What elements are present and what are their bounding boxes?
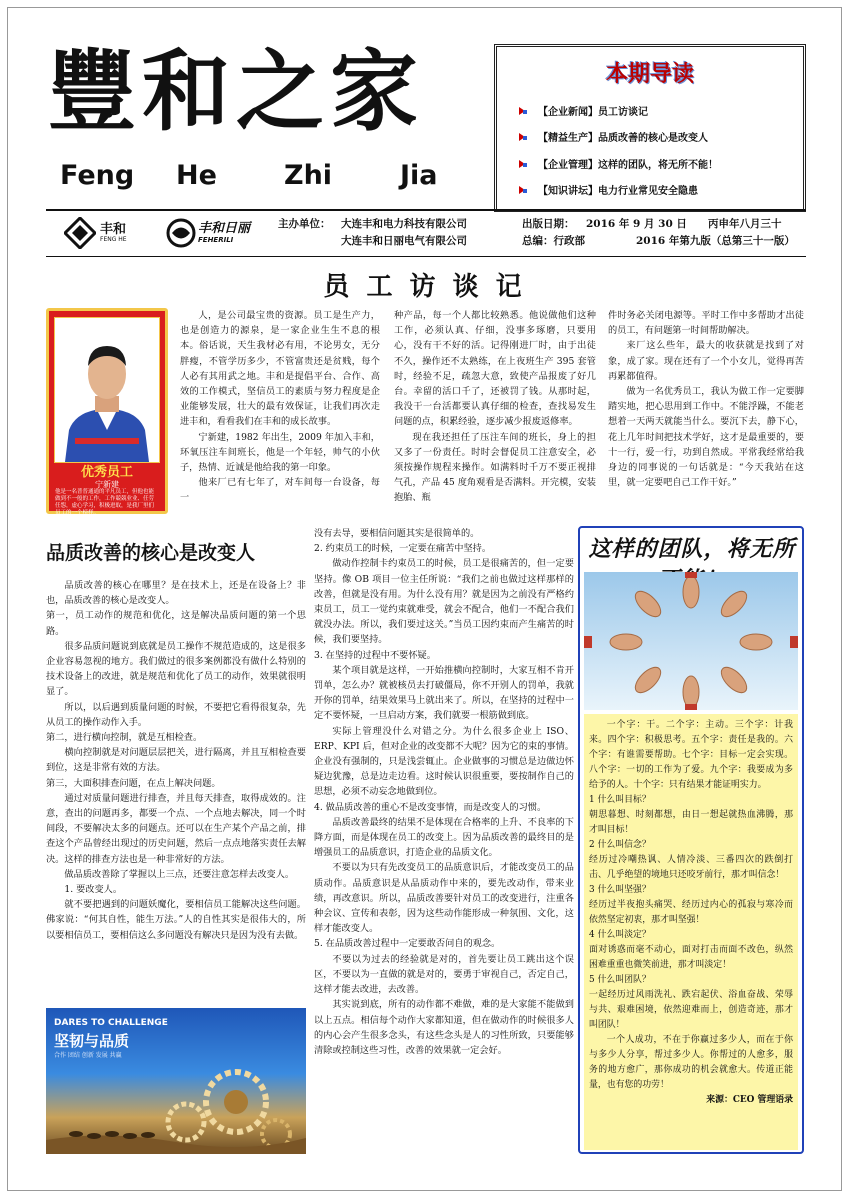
interview-column-3 <box>608 308 804 490</box>
gears-camels-icon <box>46 1064 306 1154</box>
paragraph: 2. 约束员工的时候，一定要在痛苦中坚持。 <box>314 543 492 555</box>
bullet-icon <box>519 132 528 141</box>
lunar-date: 丙申年八月三十 <box>708 218 782 230</box>
guide-item-label: 【精益生产】品质改善的核心是改变人 <box>538 133 708 145</box>
paragraph: 第一，员工动作的规范和优化，这是解决品质问题的第一个思路。 <box>46 610 306 637</box>
paragraph: 5. 在品质改善过程中一定要敢否问自的观念。 <box>314 938 501 950</box>
masthead-pinyin-1: Feng <box>60 160 135 191</box>
fenghe-logo <box>64 216 146 250</box>
interview-column-1 <box>180 308 380 506</box>
quality-column-1 <box>46 578 306 1004</box>
banner-line-1: DARES TO CHALLENGE <box>54 1018 168 1028</box>
photo-caption: 优秀员工 <box>80 465 133 480</box>
photo-name: 宁新建 <box>95 480 119 489</box>
guide-item[interactable] <box>519 177 805 204</box>
question: 4 什么叫淡定？ <box>589 930 651 940</box>
issue-number: 2016 年第九版（总第三十一版） <box>636 235 795 247</box>
editor: 总编：行政部 <box>522 235 585 247</box>
paragraph: 其实说到底，所有的动作都不难做，难的是大家能不能做到以上五点。相信每个动作大家都知道，但在做动作的时候很多人的内心会产生很多念头，有这些念头是人的习性所致，只要能够清除或控制这些习性，改善的效果就一定会好。 <box>314 999 574 1056</box>
paragraph: 通过对质量问题进行排查，并且每天排查，取得成效的。注意，查出的问题再多，都要一个点、一个点地去解决，同一个时间段，不要解决太多的问题点。还可以在生产某个产品之前，排查这个产品曾经出现过的历史问题，然后一点点地落实责任去解决。这样的排查方法也是一种非常好的方法。 <box>46 792 306 865</box>
employee-photo-card <box>46 308 168 514</box>
banner-line-3: 合作 团结 创新 发展 共赢 <box>54 1052 122 1059</box>
feherili-logo-icon <box>166 218 196 248</box>
fenghe-logo-en: FENG HE <box>100 236 127 243</box>
paragraph: 现在我还担任了压注车间的班长，身上的担又多了一份责任。时时会督促员工注意安全，必须按操作规程来操作。如满料时千万不要正视排气孔，产品 45 度角观看是否满料。开完模，安装抱胎、瓶 <box>394 431 596 504</box>
interview-column-2 <box>394 308 596 506</box>
paragraph: 不要以为只有先改变员工的品质意识后，才能改变员工的品质动作。品质意识是从品质动作中来的，要先改动作，带来业绩，再改意识。所以，品质改善要针对员工的改变进行，注重各种会议、宣传和表彰，因为这些动作能形成一种氛围、文化，这样才能改变人。 <box>314 862 574 935</box>
paragraph: 人，是公司最宝贵的资源。员工是生产力，也是创造力的源泉，是一家企业生生不息的根本。俗话说，天生我材必有用，不论男女，无分胖瘦，不管学历多少，不管富贵还是贫贱，每个人必有其用武之地。丰和是提倡平台、合作、高效的工作模式，坚信员工的素质与努力程度是企业能够发展，壮大的最有效保证，让我们再次走进丰和，看看我们在丰和的成长故事。 <box>180 310 380 428</box>
employee-portrait-icon <box>55 318 159 462</box>
masthead-pinyin-3: Zhi <box>284 160 333 191</box>
team-sidebar <box>578 526 804 1154</box>
paragraph: 做动作控制卡约束员工的时候，员工是很痛苦的，但一定要坚持。像 OB 项目一位主任所说：“我们之前也做过这样那样的改善，但就是没有用。为什么没有用？就是因为之前没有严格约束员工，员工一觉约束就难受，就会不配合，他们一不配合我们就没办法。所以，我们要过这关。”当员工因约束而产生痛苦的时候，我们要坚持。 <box>314 558 574 646</box>
bullet-icon <box>519 159 528 168</box>
question: 5 什么叫团队？ <box>589 975 651 985</box>
paragraph: 品质改善的核心在哪里？是在技术上，还是在设备上？非也，品质改善的核心是改变人。 <box>46 580 306 607</box>
answer: 面对诱惑而毫不动心，面对打击而面不改色，纵然困难重重也微笑前进，那才叫淡定！ <box>589 945 793 970</box>
guide-list <box>519 97 805 203</box>
banner-line-2: 坚韧与品质 <box>54 1032 130 1050</box>
masthead-pinyin-4: Jia <box>400 160 438 191</box>
newspaper-page <box>7 7 842 1191</box>
guide-item-label: 【企业管理】这样的团队，将无所不能！ <box>538 159 718 171</box>
masthead-title: 豐和之家 <box>48 39 425 143</box>
paragraph: 4. 做品质改善的重心不是改变事情，而是改变人的习惯。 <box>314 801 547 813</box>
guide-item[interactable] <box>519 97 805 124</box>
answer: 朝思暮想、时刻都想，由日一想起就热血沸腾，那才叫目标！ <box>589 810 793 835</box>
answer: 经历过半夜抱头痛哭、经历过内心的孤寂与寒冷而依然坚定初衷，那才叫坚强！ <box>589 900 793 925</box>
paragraph: 实际上管理没什么对错之分。为什么很多企业上 ISO、ERP、KPI 后，但对企业的改变都不大呢？因为它的束的事情。企业没有强制的，只是浅尝辄止。企业做事的习惯总是边做边怀疑边犹豫，总是边走边看。这时候认识很重要，要按制作自己的思想，必须不动妄念地做到位。 <box>314 725 574 798</box>
paragraph: 所以，以后遇到质量问题的时候，不要把它看得很复杂，先从员工的操作动作入手。 <box>46 701 306 728</box>
sponsor-label: 主办单位： <box>278 218 331 230</box>
publish-date: 2016 年 9 月 30 日 <box>586 218 687 230</box>
bullet-icon <box>519 106 528 115</box>
quality-title: 品质改善的核心是改变人 <box>46 542 256 564</box>
paragraph: 一个人成功，不在于你赢过多少人，而在于你与多少人分享，帮过多少人。你帮过的人愈多，服务的地方愈广，那你成功的机会就愈大。传道正能量，也有您的功劳！ <box>589 1035 793 1090</box>
guide-item-label: 【企业新闻】员工访谈记 <box>538 106 648 118</box>
photo-description: 他是一名普普通通的平凡员工，但他也能做到不一般的工作，工作兢兢业业、任劳任怨，虚心学习，积极进取，是我厂里们员工的一个榜样。 <box>55 489 155 516</box>
paragraph: 第二，进行横向控制，就是互相检查。 <box>46 732 203 744</box>
feherili-logo-en: FEHERILI <box>198 236 234 244</box>
top-rule <box>46 209 806 211</box>
challenge-banner-image <box>46 1008 306 1154</box>
question: 3 什么叫坚强？ <box>589 885 651 895</box>
question: 2 什么叫信念？ <box>589 840 651 850</box>
info-rule <box>46 256 806 257</box>
paragraph: 做为一名优秀员工，我认为做工作一定要脚踏实地，把心思用到工作中。不能浮躁，不能老想着一天两天就能当什么。要沉下去，静下心，花上几年时间把技术学好，这才是最重要的，要十一行，爱一行，功到自然成。平常我经常给我身边的同事说的一句话就是：“今天我站在这里，就一定要吧自己工作干好。” <box>608 386 804 489</box>
guide-item-label: 【知识讲坛】电力行业常见安全隐患 <box>538 186 698 198</box>
fenghe-logo-cn: 丰和 <box>100 222 127 237</box>
team-source: 来源：CEO 管理语录 <box>706 1095 793 1105</box>
paragraph: 3. 在坚持的过程中不要怀疑。 <box>314 649 436 661</box>
paragraph: 件时务必关闭电源等。平时工作中多帮助才出徒的员工，有问题第一时间帮助解决。 <box>608 310 804 337</box>
employee-photo <box>54 317 160 463</box>
answer: 一起经历过风雨洗礼、跌宕起伏、浴血奋战、荣辱与共、艰难困境，依然迎难而上，创造奇迹，那才叫团队！ <box>589 990 793 1030</box>
paragraph: 横向控制就是对问题层层把关，进行隔离，并且互相检查要到位，这是非常有效的方法。 <box>46 747 306 774</box>
feherili-logo <box>166 216 266 250</box>
sponsor-2: 大连丰和日丽电气有限公司 <box>341 235 467 247</box>
bullet-icon <box>519 185 528 194</box>
quality-column-2 <box>314 526 574 1154</box>
feherili-logo-cn: 丰和日丽 <box>198 221 251 236</box>
paragraph: 就不要把遇到的问题妖魔化，要相信员工能解决这些问题。佛家说：“何其自性，能生万法。”人的自性其实是很伟大的，所以要相信员工，要相信这么多问题没有解决只是因为没有去做。 <box>46 899 306 941</box>
hands-circle-icon <box>584 572 798 710</box>
paragraph: 某个项目就是这样，一开始推横向控制时，大家互相不肯开罚单，怎么办？就被核员去打破僵局，你不开别人的罚单，我就开你的罚单，结果效果马上就出来了。所以，在坚持的过程中一定不要怀疑，一旦启动方案，我们就要一根筋做到底。 <box>314 664 574 722</box>
team-body <box>584 714 798 1150</box>
date-label: 出版日期： <box>522 218 575 230</box>
answer: 经历过冷嘲热讽、人情冷淡、三番四次的跌倒打击、几乎绝望的境地只还咬牙前行，那才叫信念！ <box>589 855 793 880</box>
paragraph: 一个字：干。二个字：主动。三个字：计我来。四个字：积极思考。五个字：责任是我的。六个字：有谁需要帮助。七个字：目标一定会实现。八个字：一切的工作为了爱。九个字：我要成为多给予的人。十个字：只有结果才能证明实力。 <box>589 720 793 790</box>
paragraph: 没有去导，要相信问题其实是很简单的。 <box>314 528 480 539</box>
guide-item[interactable] <box>519 124 805 151</box>
guide-item[interactable] <box>519 150 805 177</box>
sponsor-1: 大连丰和电力科技有限公司 <box>341 218 467 230</box>
paragraph: 宁新建，1982 年出生，2009 年加入丰和，环氧压注车间班长，他是一个年轻，帅气的小伙子，热情、近诚是他给我的第一印象。 <box>180 431 380 474</box>
paragraph: 种产品，每一个人都比较熟悉。他说做他们这种工作，必须认真、仔细，没事多琢磨，只要用心，没有干不好的活。记得刚进厂时，由于出徒不久，操作还不太熟练，在上夜班生产 395 套管时，经验不足，疏忽大意，致使产品报废了好几台。幸留的活口千了，还被罚了钱。从那时起，我没干一台活都要认真仔细的检查，查找易发生问题的点，积累经验，逐步减少报废返修率。 <box>394 310 596 428</box>
issue-guide-box <box>494 44 806 212</box>
paragraph: 他来厂已有七年了，对车间每一台设备，每一 <box>180 477 380 504</box>
question: 1 什么叫目标？ <box>589 795 651 805</box>
masthead-pinyin-2: He <box>176 160 217 191</box>
paragraph: 品质改善最终的结果不是体现在合格率的上升、不良率的下降方面，而是体现在员工的改变上。因为品质改善的最终目的是增强员工的品质意识，打造企业的品质文化。 <box>314 816 574 859</box>
fenghe-logo-icon <box>64 217 96 249</box>
guide-title: 本期导读 <box>605 61 694 87</box>
interview-title: 员 工 访 谈 记 <box>323 272 526 302</box>
paragraph: 第三，大面积排查问题，在点上解决问题。 <box>46 777 221 789</box>
paragraph: 不要以为过去的经验就是对的，首先要让员工跳出这个误区，不要以为一直做的就是对的，要勇于审视自己，否定自己，这样才能去改进，去改善。 <box>314 953 574 996</box>
paragraph: 很多品质问题说到底就是员工操作不规范造成的，这是很多企业容易忽视的地方。我们做过的很多案例都没有做什么特别的技术设备上的改进，就是规范和优化了员工的动作，效果就很明显了。 <box>46 640 306 698</box>
paragraph: 来厂这么些年，最大的收获就是找到了对象，成了家。现在还有了一个小女儿，觉得再苦再累都值得。 <box>608 340 804 382</box>
team-title: 这样的团队，将无所 <box>588 536 796 562</box>
paragraph: 做品质改善除了掌握以上三点，还要注意怎样去改变人。 <box>64 868 295 880</box>
paragraph: 1. 要改变人。 <box>64 884 123 896</box>
